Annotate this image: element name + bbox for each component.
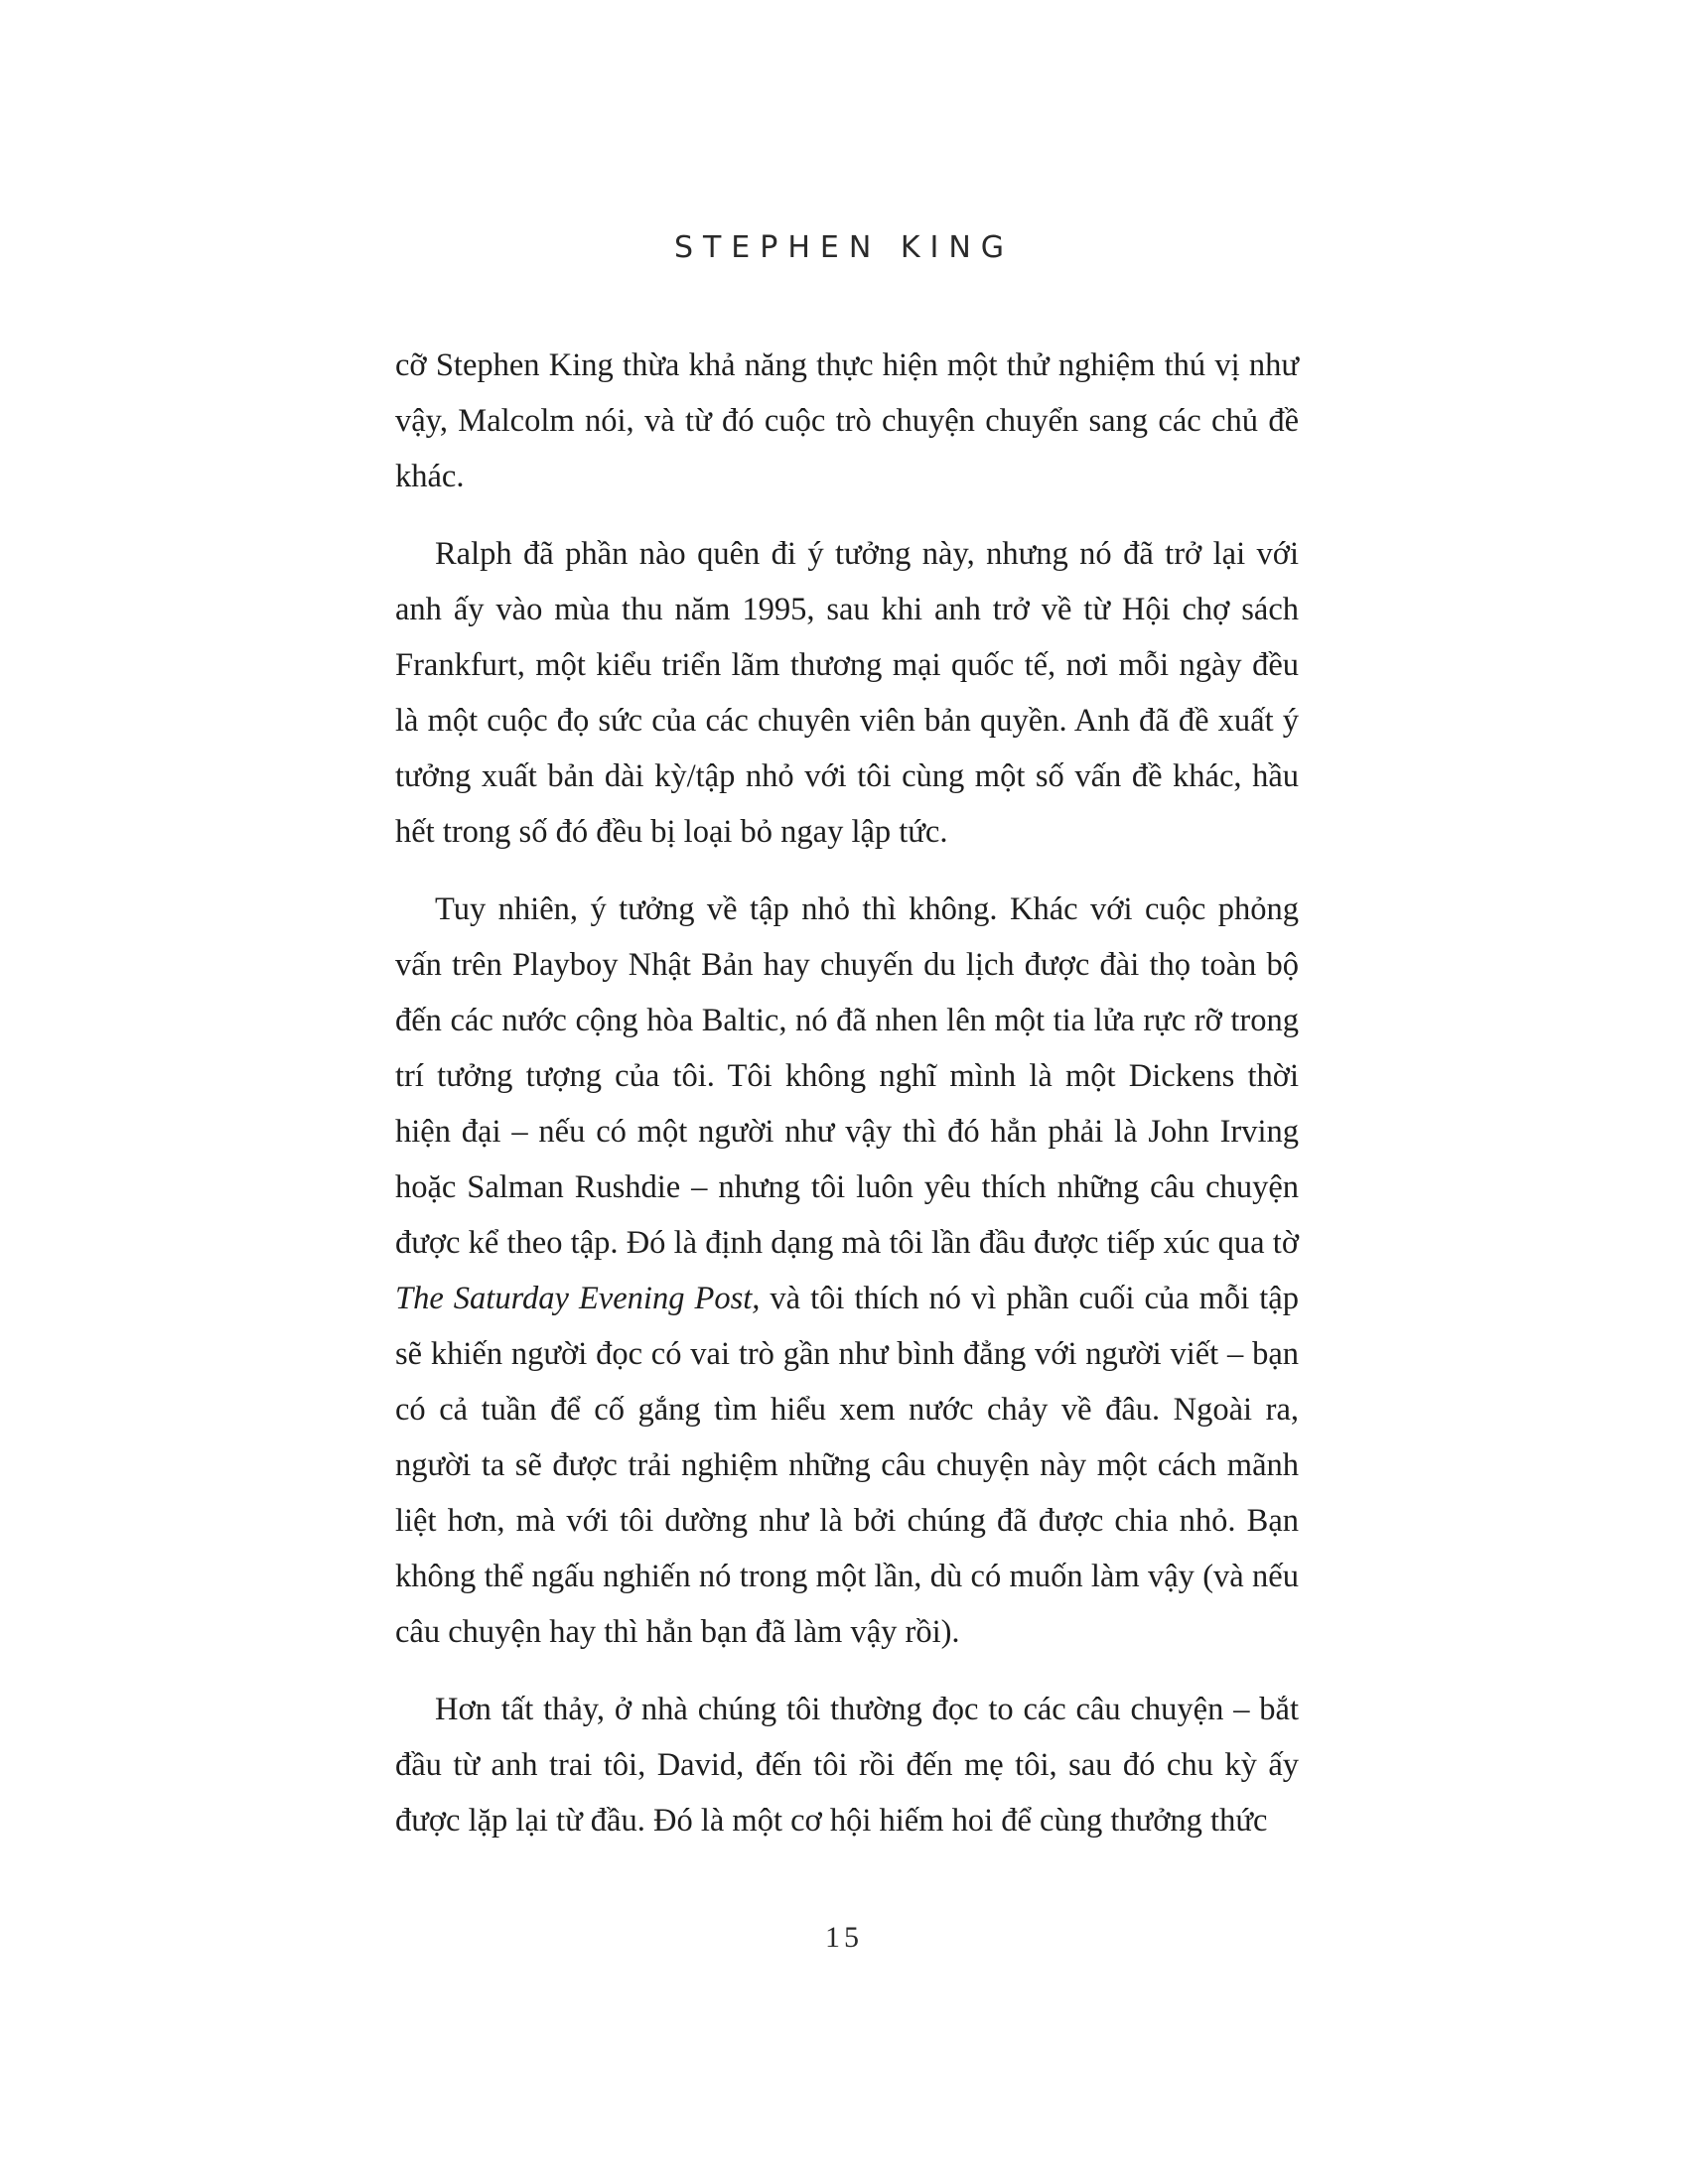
paragraph-1: cỡ Stephen King thừa khả năng thực hiện một thử nghiệm thú vị như vậy, Malcolm nói, và từ đó cuộc trò chuyện chuyển sang các chủ đề khác. (395, 347, 1299, 494)
paragraph-2: Ralph đã phần nào quên đi ý tưởng này, nhưng nó đã trở lại với anh ấy vào mùa thu năm 1995, sau khi anh trở về từ Hội chợ sách Frankfurt, một kiểu triển lãm thương mại quốc tế, nơi mỗi ngày đều là một cuộc đọ sức của các chuyên viên bản quyền. Anh đã đề xuất ý tưởng xuất bản dài kỳ/tập nhỏ với tôi cùng một số vấn đề khác, hầu hết trong số đó đều bị loại bỏ ngay lập tức. (395, 536, 1299, 850)
publication-title: The Saturday Evening Post, (395, 1281, 761, 1316)
paragraph-3-text-b: và tôi thích nó vì phần cuối của mỗi tập sẽ khiến người đọc có vai trò gần như bình đẳng với người viết – bạn có cả tuần để cố gắng tìm hiểu xem nước chảy về đâu. Ngoài ra, người ta sẽ được trải nghiệm những câu chuyện này một cách mãnh liệt hơn, mà với tôi dường như là bởi chúng đã được chia nhỏ. Bạn không thể ngấu nghiến nó trong một lần, dù có muốn làm vậy (và nếu câu chuyện hay thì hẳn bạn đã làm vậy rồi). (395, 1281, 1299, 1650)
paragraph-4: Hơn tất thảy, ở nhà chúng tôi thường đọc to các câu chuyện – bắt đầu từ anh trai tôi, David, đến tôi rồi đến mẹ tôi, sau đó chu kỳ ấy được lặp lại từ đầu. Đó là một cơ hội hiếm hoi để cùng thưởng thức (395, 1692, 1299, 1839)
paragraph-3 (395, 882, 1299, 1660)
paragraph-3-text-a: Tuy nhiên, ý tưởng về tập nhỏ thì không. Khác với cuộc phỏng vấn trên Playboy Nhật Bản hay chuyến du lịch được đài thọ toàn bộ đến các nước cộng hòa Baltic, nó đã nhen lên một tia lửa rực rỡ trong trí tưởng tượng của tôi. Tôi không nghĩ mình là một Dickens thời hiện đại – nếu có một người như vậy thì đó hẳn phải là John Irving hoặc Salman Rushdie – nhưng tôi luôn yêu thích những câu chuyện được kể theo tập. Đó là định dạng mà tôi lần đầu được tiếp xúc qua tờ (395, 891, 1299, 1261)
page-number: 15 (825, 1921, 863, 1954)
running-head-author: STEPHEN KING (673, 230, 1015, 265)
body-text (395, 338, 1299, 1870)
